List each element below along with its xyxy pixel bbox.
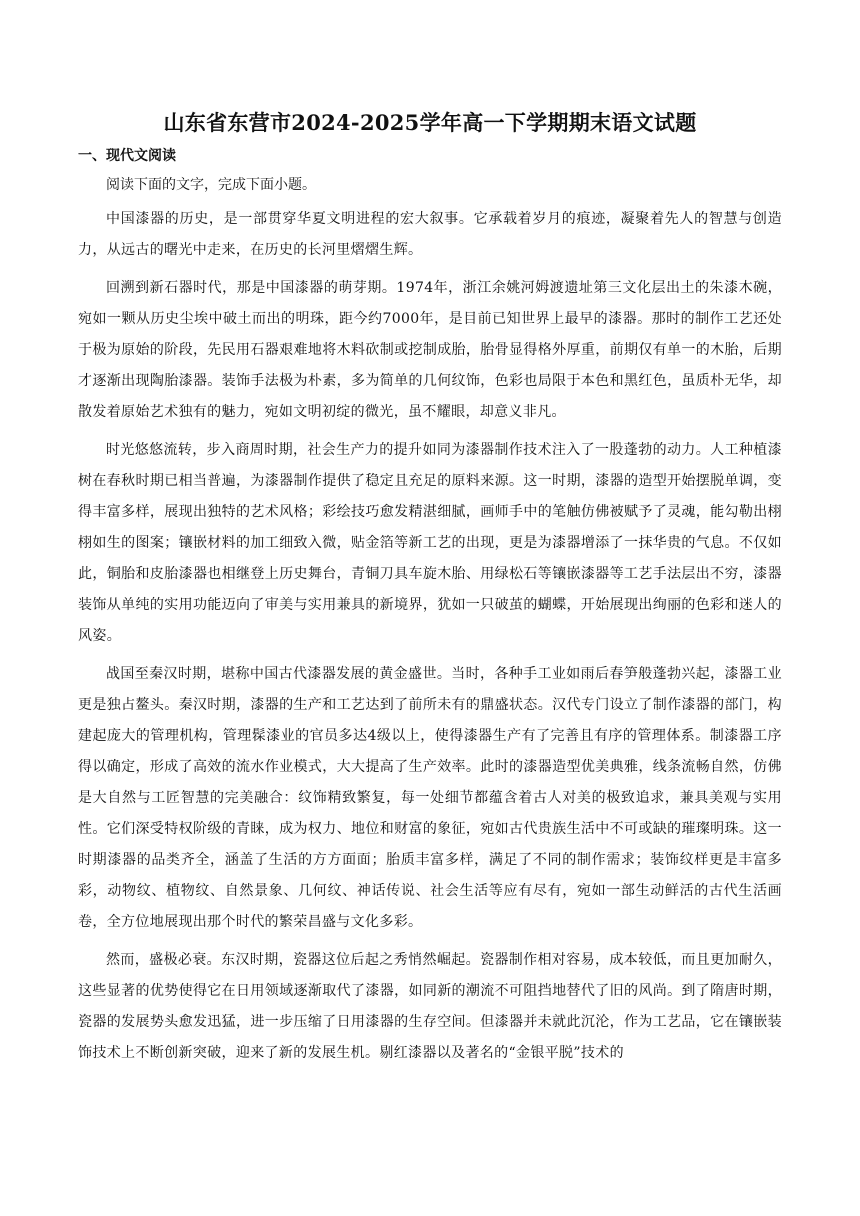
paragraph-decline: 然而，盛极必衰。东汉时期，瓷器这位后起之秀悄然崛起。瓷器制作相对容易，成本较低，而且更加耐久，这些显著的优势使得它在日用领域逐渐取代了漆器，如同新的潮流不可阻挡地替代了旧的风尚。到了隋唐时期，瓷器的发展势头愈发迅猛，进一步压缩了日用漆器的生存空间。但漆器并未就此沉沦，作为工艺品，它在镶嵌装饰技术上不断创新突破，迎来了新的发展生机。剔红漆器以及著名的“金银平脱”技术的	[78, 952, 782, 1061]
paragraph-neolithic: 回溯到新石器时代，那是中国漆器的萌芽期。1974年，浙江余姚河姆渡遗址第三文化层出土的朱漆木碗，宛如一颗从历史尘埃中破土而出的明珠，距今约7000年，是目前已知世界上最早的漆器。那时的制作工艺还处于极为原始的阶段，先民用石器艰难地将木料砍制或挖制成胎，胎骨显得格外厚重，前期仅有单一的木胎，后期才逐渐出现陶胎漆器。装饰手法极为朴素，多为简单的几何纹饰，色彩也局限于本色和黑红色，虽质朴无华，却散发着原始艺术独有的魅力，宛如文明初绽的微光，虽不耀眼，却意义非凡。	[78, 280, 782, 420]
paragraph-shang-zhou: 时光悠悠流转，步入商周时期，社会生产力的提升如同为漆器制作技术注入了一股蓬勃的动力。人工种植漆树在春秋时期已相当普遍，为漆器制作提供了稳定且充足的原料来源。这一时期，漆器的造型开始摆脱单调，变得丰富多样，展现出独特的艺术风格；彩绘技巧愈发精湛细腻，画师手中的笔触仿佛被赋予了灵魂，能勾勒出栩栩如生的图案；镶嵌材料的加工细致入微，贴金箔等新工艺的出现，更是为漆器增添了一抹华贵的气息。不仅如此，铜胎和皮胎漆器也相继登上历史舞台，青铜刀具车旋木胎、用绿松石等镶嵌漆器等工艺手法层出不穷，漆器装饰从单纯的实用功能迈向了审美与实用兼具的新境界，犹如一只破茧的蝴蝶，开始展现出绚丽的色彩和迷人的风姿。	[78, 442, 782, 644]
section-heading: 一、现代文阅读	[78, 148, 176, 164]
reading-instruction: 阅读下面的文字，完成下面小题。	[106, 177, 316, 193]
paragraph-intro: 中国漆器的历史，是一部贯穿华夏文明进程的宏大叙事。它承载着岁月的痕迹，凝聚着先人的智慧与创造力，从远古的曙光中走来，在历史的长河里熠熠生辉。	[78, 211, 782, 258]
paragraph-warring-states-qin-han: 战国至秦汉时期，堪称中国古代漆器发展的黄金盛世。当时，各种手工业如雨后春笋般蓬勃兴起，漆器工业更是独占鳌头。秦汉时期，漆器的生产和工艺达到了前所未有的鼎盛状态。汉代专门设立了制作漆器的部门，构建起庞大的管理机构，管理髹漆业的官员多达4级以上，使得漆器生产有了完善且有序的管理体系。制漆器工序得以确定，形成了高效的流水作业模式，大大提高了生产效率。此时的漆器造型优美典雅，线条流畅自然，仿佛是大自然与工匠智慧的完美融合：纹饰精致繁复，每一处细节都蕴含着古人对美的极致追求，兼具美观与实用性。它们深受特权阶级的青睐，成为权力、地位和财富的象征，宛如古代贵族生活中不可或缺的璀璨明珠。这一时期漆器的品类齐全，涵盖了生活的方方面面；胎质丰富多样，满足了不同的制作需求；装饰纹样更是丰富多彩，动物纹、植物纹、自然景象、几何纹、神话传说、社会生活等应有尽有，宛如一部生动鲜活的古代生活画卷，全方位地展现出那个时代的繁荣昌盛与文化多彩。	[78, 666, 782, 930]
document-title: 山东省东营市2024-2025学年高一下学期期末语文试题	[163, 110, 697, 135]
document-page	[78, 108, 782, 1069]
